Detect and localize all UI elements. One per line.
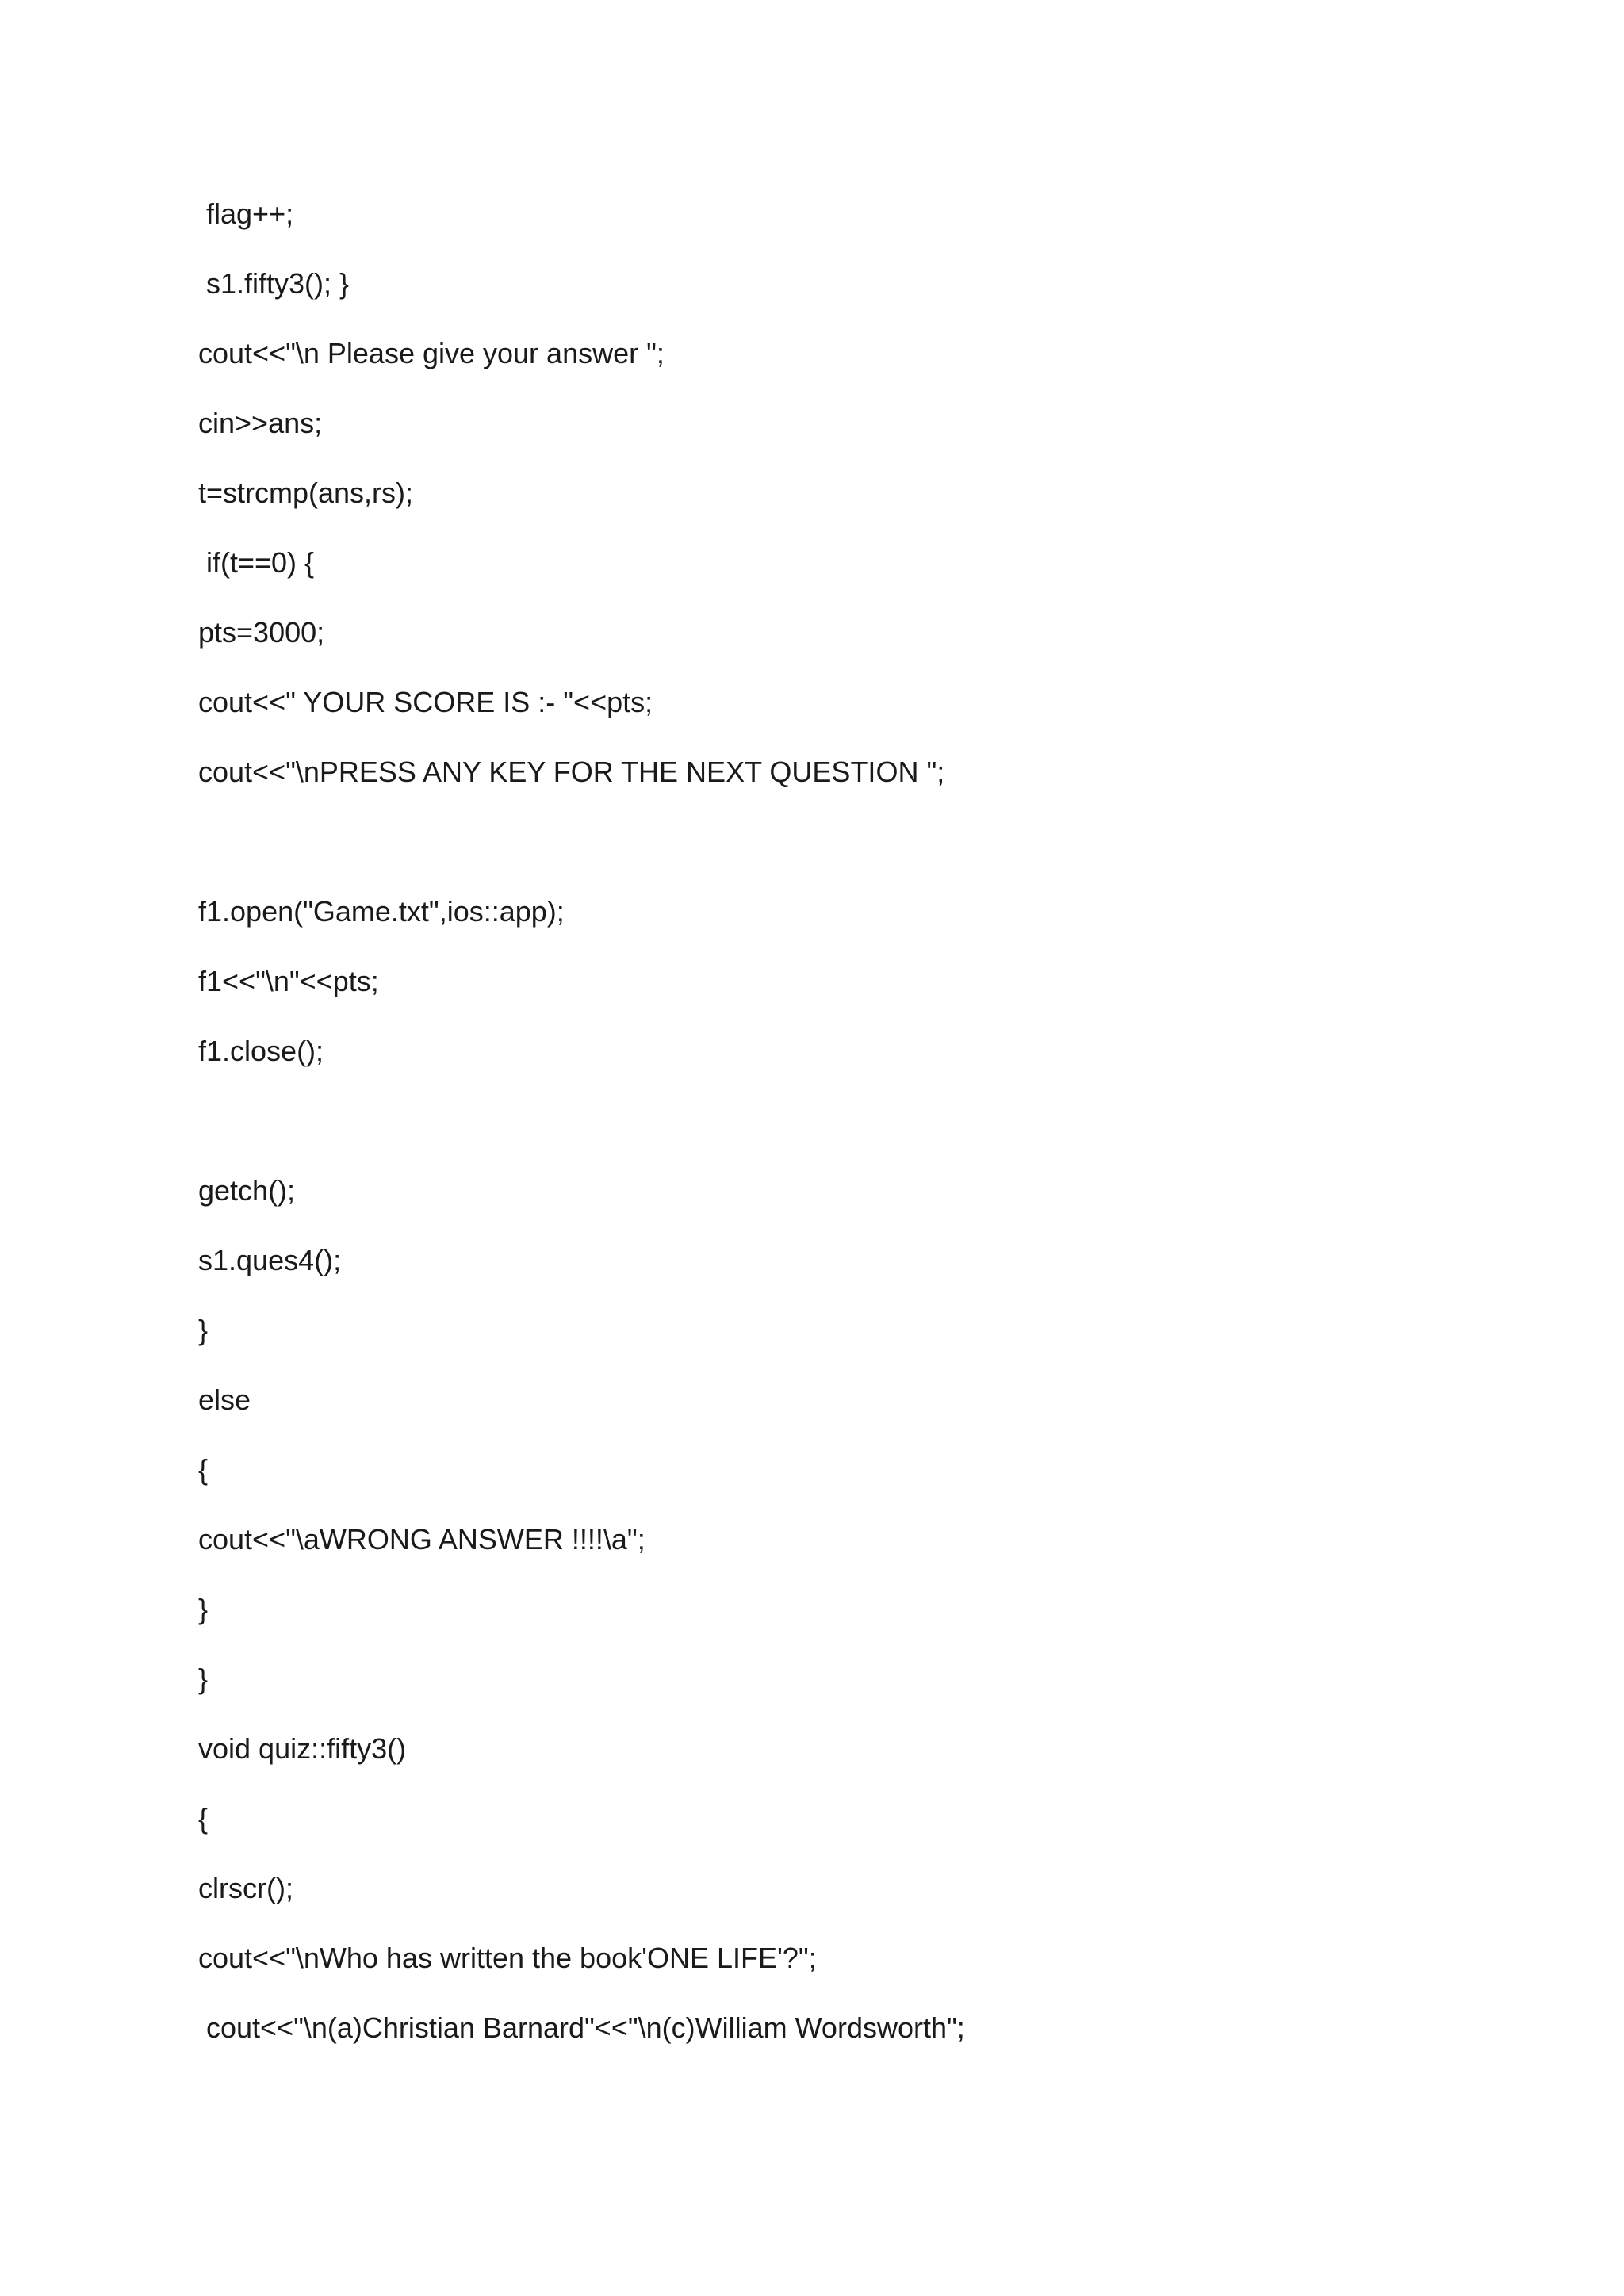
code-line-10: f1.open("Game.txt",ios::app); <box>198 895 565 928</box>
code-line-11: f1<<"\n"<<pts; <box>198 965 379 997</box>
code-line-12: f1.close(); <box>198 1035 324 1067</box>
code-line-3: cout<<"\n Please give your answer "; <box>198 337 665 369</box>
code-line-22: { <box>198 1802 209 1835</box>
code-line-13: getch(); <box>198 1174 296 1207</box>
code-line-1: flag++; <box>198 197 294 230</box>
code-line-24: cout<<"\nWho has written the book'ONE LIFE'?"; <box>198 1942 817 1974</box>
code-line-14: s1.ques4(); <box>198 1244 342 1276</box>
code-line-23: clrscr(); <box>198 1872 293 1904</box>
code-line-8: cout<<" YOUR SCORE IS :- "<<pts; <box>198 686 653 718</box>
code-line-2: s1.fifty3(); } <box>198 267 350 300</box>
code-line-4: cin>>ans; <box>198 407 323 439</box>
code-line-9: cout<<"\nPRESS ANY KEY FOR THE NEXT QUESTION "; <box>198 756 945 788</box>
code-line-16: else <box>198 1383 251 1416</box>
code-line-19: } <box>198 1593 209 1625</box>
code-line-20: } <box>198 1663 209 1695</box>
code-line-25: cout<<"\n(a)Christian Barnard"<<"\n(c)William Wordsworth"; <box>198 2011 965 2044</box>
code-line-15: } <box>198 1314 209 1346</box>
code-line-18: cout<<"\aWRONG ANSWER !!!!\a"; <box>198 1523 645 1556</box>
code-line-6: if(t==0) { <box>198 546 315 579</box>
code-line-5: t=strcmp(ans,rs); <box>198 476 414 509</box>
code-line-7: pts=3000; <box>198 616 325 649</box>
code-line-17: { <box>198 1453 209 1486</box>
code-line-21: void quiz::fifty3() <box>198 1732 407 1765</box>
